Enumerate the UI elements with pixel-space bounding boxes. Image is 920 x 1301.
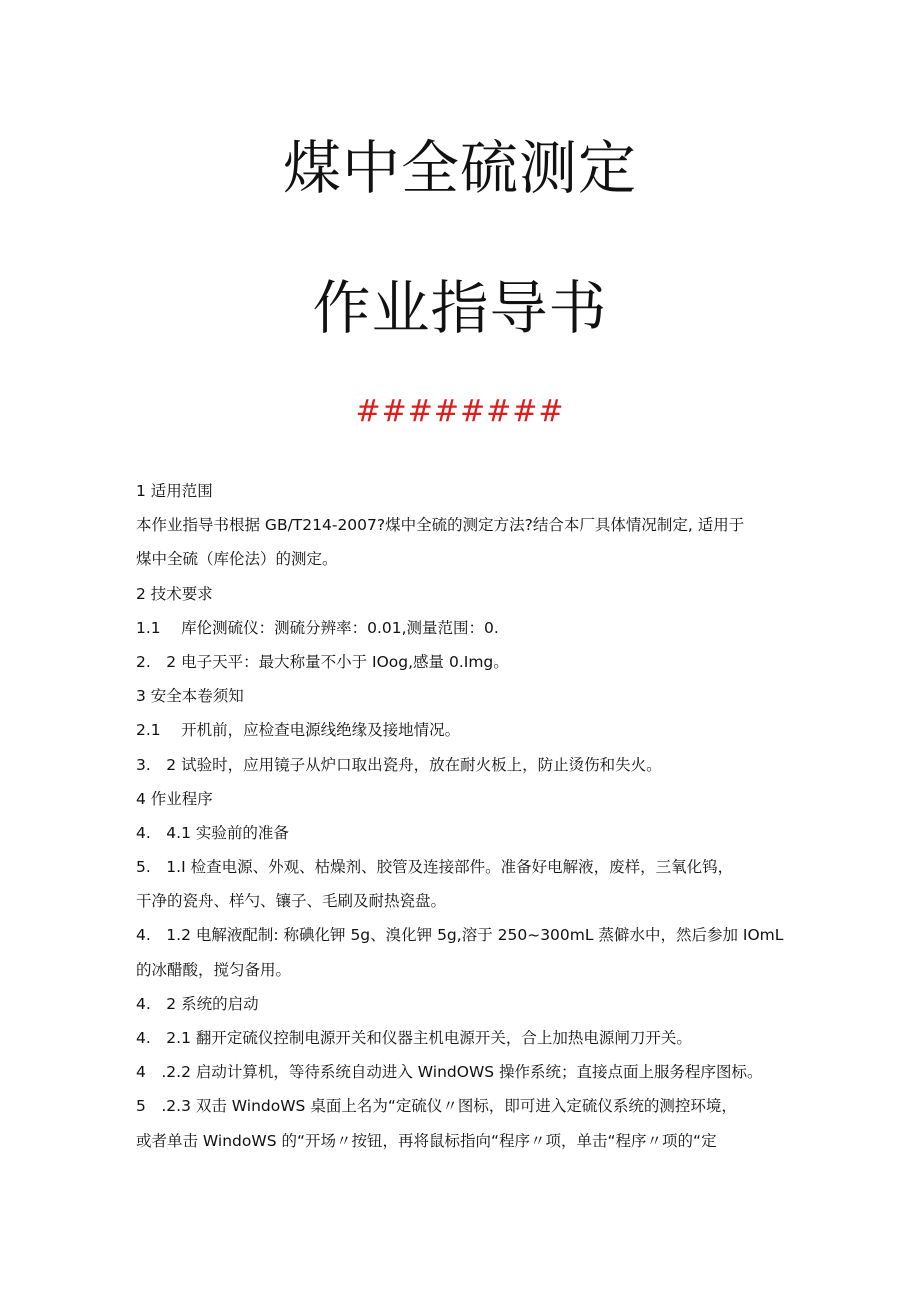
paragraph-line: 的冰醋酸，搅匀备用。 xyxy=(136,960,292,979)
paragraph-line: 本作业指导书根据 GB/T214-2007?煤中全硫的测定方法?结合本厂具体情况制定, 适用于 xyxy=(136,516,745,535)
paragraph-line: 煤中全硫（库伦法）的测定。 xyxy=(136,550,338,569)
section-heading: 1 适用范围 xyxy=(136,482,213,500)
section-heading: 3 安全本卷须知 xyxy=(136,687,244,706)
document-code-stamp: ######## xyxy=(355,394,565,429)
subsection-heading: 4. 2 系统的启动 xyxy=(136,994,259,1013)
paragraph-line: 1.1 库伦测硫仪：测硫分辨率：0.01,测量范围：0. xyxy=(136,618,499,637)
paragraph-line: 4. 1.2 电解液配制: 称碘化钾 5g、溴化钾 5g,溶于 250~300mL 蒸僻水中，然后参加 IOmL xyxy=(136,926,784,945)
section-heading: 2 技术要求 xyxy=(136,584,213,603)
paragraph-line: 2. 2 电子天平：最大称量不小于 IOog,感量 0.Img。 xyxy=(136,652,509,671)
document-body xyxy=(136,480,796,1164)
document-title-line-1: 煤中全硫测定 xyxy=(282,134,637,202)
paragraph-line: 5 .2.3 双击 WindoWS 桌面上名为“定硫仪〃图标，即可进入定硫仪系统的测控环境， xyxy=(136,1097,737,1116)
section-heading: 4 作业程序 xyxy=(136,789,213,808)
paragraph-line: 干净的瓷舟、样勺、镶子、毛刷及耐热瓷盘。 xyxy=(136,892,447,911)
paragraph-line: 4. 2.1 翻开定硫仪控制电源开关和仪器主机电源开关，合上加热电源闸刀开关。 xyxy=(136,1029,692,1047)
paragraph-line: 2.1 开机前，应检查电源线绝缘及接地情况。 xyxy=(136,721,461,740)
document-title-line-2: 作业指导书 xyxy=(312,274,608,342)
paragraph-line: 或者单击 WindoWS 的“开场〃按钮，再将鼠标指向“程序〃项，单击“程序〃项的“定 xyxy=(136,1131,717,1150)
subsection-heading: 4. 4.1 实验前的准备 xyxy=(136,823,289,842)
paragraph-line: 5. 1.I 检查电源、外观、枯燥剂、胶管及连接部件。准备好电解液，废样，三氧化钨， xyxy=(136,858,734,877)
paragraph-line: 4 .2.2 启动计算机，等待系统自动进入 WindOWS 操作系统；直接点面上服务程序图标。 xyxy=(136,1063,763,1082)
paragraph-line: 3. 2 试验时，应用镜子从炉口取出瓷舟，放在耐火板上，防止烫伤和失火。 xyxy=(136,755,662,774)
